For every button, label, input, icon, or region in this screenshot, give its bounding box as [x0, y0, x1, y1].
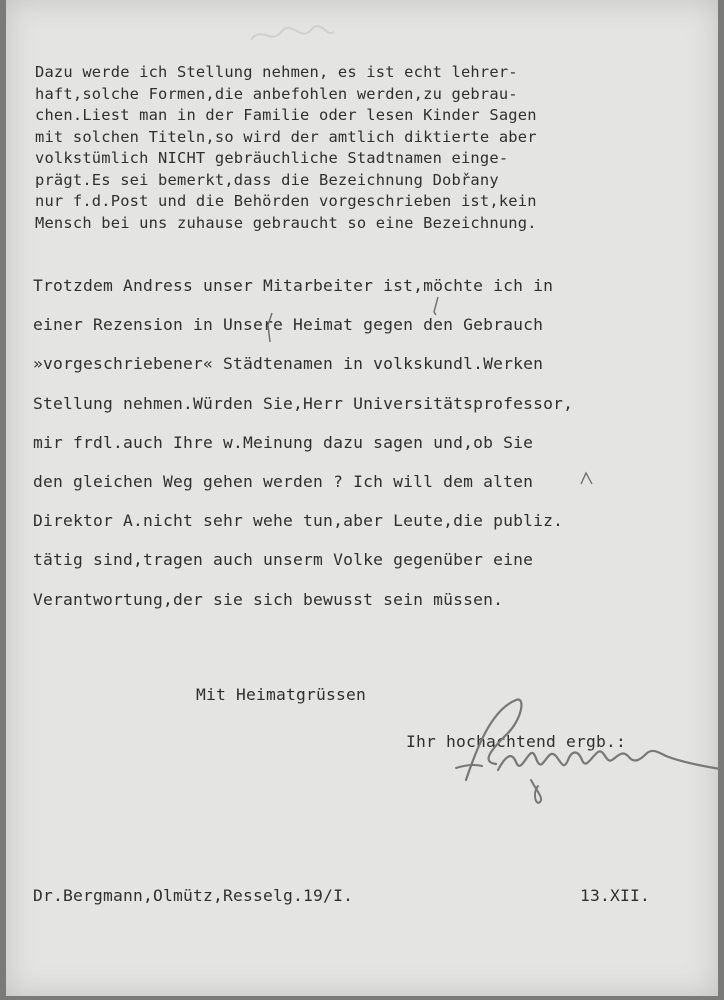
letter-page — [6, 0, 718, 996]
handwritten-signature — [436, 690, 718, 810]
paragraph-1: Dazu werde ich Stellung nehmen, es ist echt lehrer- haft,solche Formen,die anbefohlen werden,zu gebrau- chen.Liest man in der Familie oder lesen Kinder Sagen mit solchen Titeln,so wird der amtlich diktierte aber volkstümlich NICHT gebräuchliche Stadtnamen einge- prägt.Es sei bemerkt,dass die Bezeichnung Dobřany nur f.d.Post und die Behörden vorgeschrieben ist,kein Mensch bei uns zuhause gebraucht so eine Bezeichnung. — [35, 63, 537, 232]
faint-pencil-mark — [246, 20, 336, 50]
sender-address: Dr.Bergmann,Olmütz,Resselg.19/I. — [33, 886, 354, 905]
closing-line: Mit Heimatgrüssen — [196, 685, 367, 704]
sign-off-line: Ihr hochachtend ergb.: — [406, 732, 627, 751]
letter-date: 13.XII. — [580, 886, 651, 905]
paragraph-2: Trotzdem Andress unser Mitarbeiter ist,möchte ich in einer Rezension in Unsere Heimat gegen den Gebrauch »vorgeschriebener« Städtenamen in volkskundl.Werken Stellung nehmen.Würden Sie,Herr Universitätsprofessor, mir frdl.auch Ihre w.Meinung dazu sagen und,ob Sie den gleichen Weg gehen werden ? Ich will dem alten Direktor A.nicht sehr wehe tun,aber Leute,die publiz. tätig sind,tragen auch unserm Volke gegenüber eine Verantwortung,der sie sich bewusst sein müssen. — [33, 276, 574, 609]
